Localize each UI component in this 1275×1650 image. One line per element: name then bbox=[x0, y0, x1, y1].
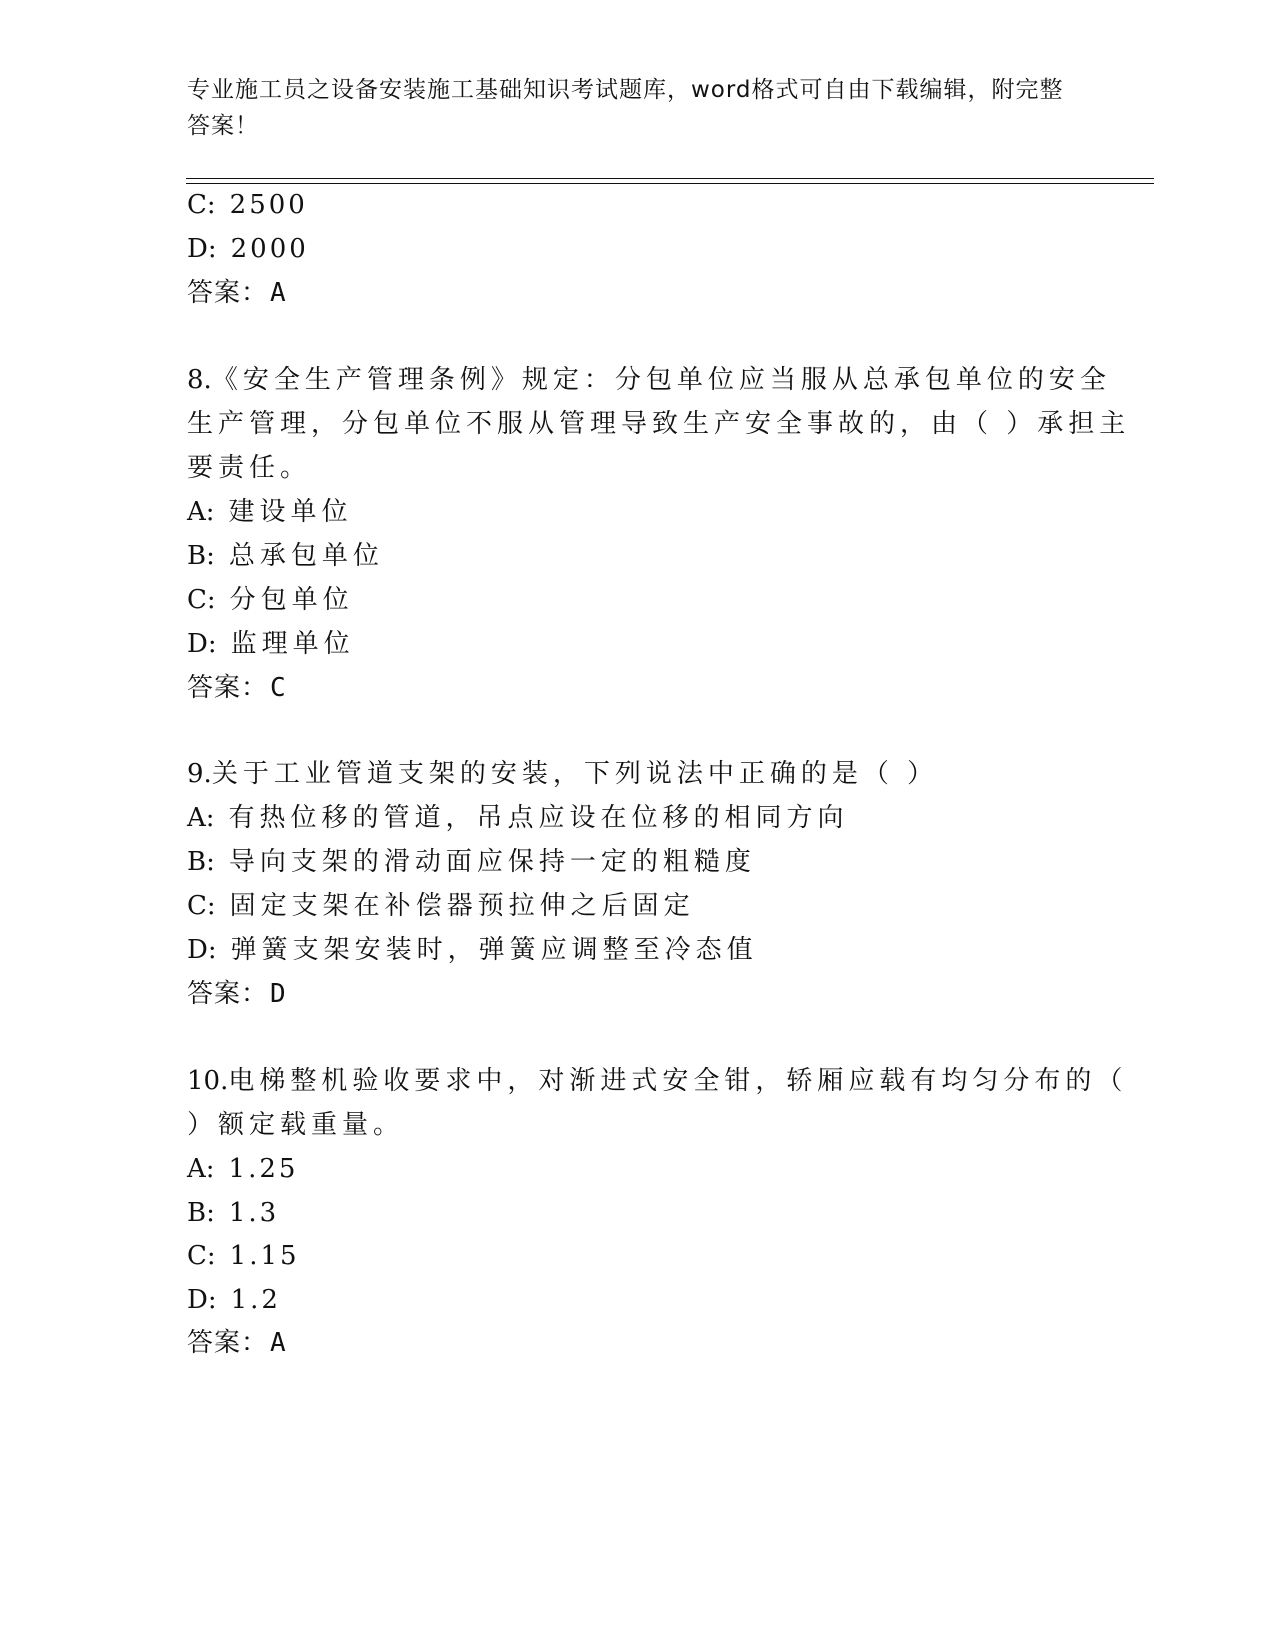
document-header bbox=[187, 72, 1067, 144]
header-title: 专业施工员之设备安装施工基础知识考试题库，word格式可自由下载编辑，附完整答案！ bbox=[187, 77, 1064, 139]
answer-line bbox=[187, 1328, 287, 1358]
answer-label: 答案： bbox=[187, 1328, 269, 1358]
question-8-text-line-1: 8.《安全生产管理条例》规定：分包单位应当服从总承包单位的安全 bbox=[187, 365, 1111, 395]
answer-label: 答案： bbox=[187, 278, 269, 308]
answer-value: C bbox=[270, 673, 287, 703]
question-8-text-line-3: 要责任。 bbox=[187, 453, 312, 483]
question-10-text-line-2: ）额定载重量。 bbox=[187, 1110, 405, 1140]
option-d: D: 监理单位 bbox=[187, 629, 355, 659]
answer-line bbox=[187, 979, 287, 1009]
option-c: C: 2500 bbox=[187, 190, 308, 220]
question-number: 9. bbox=[187, 759, 212, 789]
answer-label: 答案： bbox=[187, 673, 269, 703]
option-d: D: 1.2 bbox=[187, 1285, 281, 1315]
question-number: 10. bbox=[187, 1066, 229, 1096]
option-a: A: 有热位移的管道，吊点应设在位移的相同方向 bbox=[187, 803, 849, 833]
option-d: D: 2000 bbox=[187, 234, 309, 264]
option-b: B: 总承包单位 bbox=[187, 541, 384, 571]
option-c: C: 1.15 bbox=[187, 1241, 300, 1271]
option-a: A: 建设单位 bbox=[187, 497, 353, 527]
answer-line bbox=[187, 673, 287, 703]
question-9-text-line-1: 9.关于工业管道支架的安装，下列说法中正确的是（ ） bbox=[187, 759, 939, 789]
option-d: D: 弹簧支架安装时，弹簧应调整至冷态值 bbox=[187, 935, 758, 965]
answer-label: 答案： bbox=[187, 979, 269, 1009]
option-b: B: 1.3 bbox=[187, 1198, 280, 1228]
answer-value: A bbox=[270, 1328, 287, 1358]
question-8-text-line-2: 生产管理，分包单位不服从管理导致生产安全事故的，由（ ）承担主 bbox=[187, 409, 1131, 439]
option-a: A: 1.25 bbox=[187, 1154, 299, 1184]
header-rule-top bbox=[186, 178, 1154, 179]
answer-value: D bbox=[270, 979, 287, 1009]
option-c: C: 分包单位 bbox=[187, 585, 354, 615]
question-number: 8. bbox=[187, 365, 212, 395]
option-b: B: 导向支架的滑动面应保持一定的粗糙度 bbox=[187, 847, 756, 877]
question-10-text-line-1: 10.电梯整机验收要求中，对渐进式安全钳，轿厢应载有均匀分布的（ bbox=[187, 1066, 1128, 1096]
header-rule-bottom bbox=[186, 183, 1154, 184]
answer-value: A bbox=[270, 278, 287, 308]
answer-line bbox=[187, 278, 287, 308]
option-c: C: 固定支架在补偿器预拉伸之后固定 bbox=[187, 891, 695, 921]
